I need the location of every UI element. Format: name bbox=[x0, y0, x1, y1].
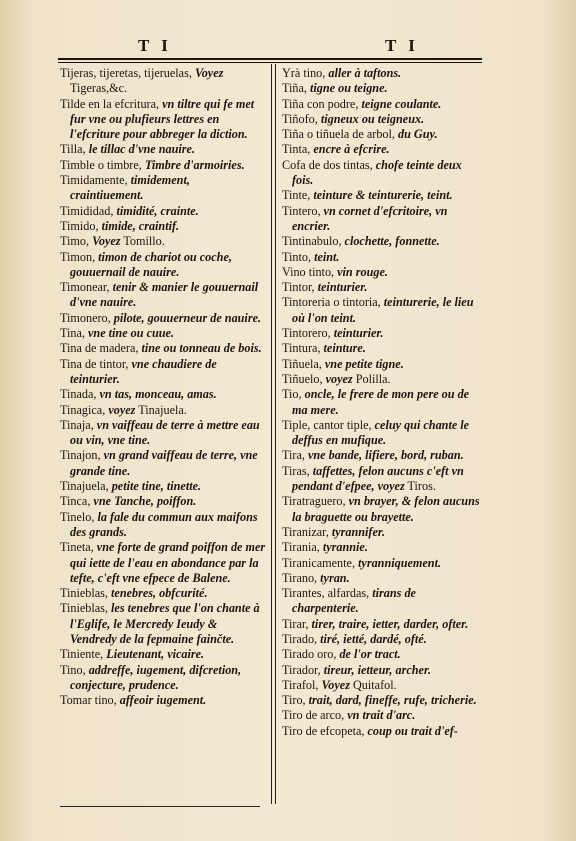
entry-headword: Tinelo, bbox=[60, 509, 95, 524]
dictionary-entry bbox=[282, 188, 482, 203]
entry-definition: vne tine ou cuue. bbox=[88, 326, 174, 341]
entry-headword: Tintero, bbox=[282, 203, 321, 218]
right-column bbox=[282, 66, 482, 739]
entry-headword: Tira, bbox=[282, 448, 305, 463]
entry-headword: Tiñofo, bbox=[282, 111, 318, 126]
dictionary-entry bbox=[60, 204, 266, 219]
dictionary-entry bbox=[60, 693, 266, 708]
entry-definition: Voyez bbox=[321, 677, 350, 692]
dictionary-entry bbox=[282, 708, 482, 723]
entry-headword: Tina de tintor, bbox=[60, 356, 129, 371]
dictionary-entry bbox=[282, 418, 482, 449]
entry-definition: teigne coulante. bbox=[361, 96, 442, 111]
entry-headword: Tirafol, bbox=[282, 677, 319, 692]
header-rule-thin bbox=[58, 62, 482, 63]
entry-headword: Tio, bbox=[282, 387, 302, 402]
dictionary-entry bbox=[282, 81, 482, 96]
dictionary-entry bbox=[282, 341, 482, 356]
dictionary-entry bbox=[282, 280, 482, 295]
entry-headword: Timido, bbox=[60, 218, 99, 233]
entry-definition: du Guy. bbox=[398, 127, 438, 142]
entry-headword: Tinieblas, bbox=[60, 601, 108, 616]
dictionary-entry bbox=[282, 586, 482, 617]
entry-headword: Tiña, bbox=[282, 81, 307, 96]
entry-definition: tyran. bbox=[320, 570, 350, 585]
entry-definition: timon de chariot ou coche, gouuernail de nauire. bbox=[70, 249, 232, 279]
dictionary-entry bbox=[60, 219, 266, 234]
entry-headword: Tina de madera, bbox=[60, 341, 139, 356]
entry-definition: de l'or tract. bbox=[339, 647, 401, 662]
entry-headword: Tinieblas, bbox=[60, 586, 108, 601]
dictionary-entry bbox=[282, 663, 482, 678]
entry-definition: voyez bbox=[325, 371, 353, 386]
entry-definition: la fale du commun aux maifons des grands. bbox=[70, 509, 258, 539]
entry-definition: vn vaiffeau de terre à mettre eau ou vin, vne tine. bbox=[70, 417, 260, 448]
entry-headword: Vino tinto, bbox=[282, 264, 335, 279]
entry-definition: trait, dard, fineffe, rufe, tricherie. bbox=[308, 693, 477, 708]
entry-definition: tigne ou teigne. bbox=[310, 81, 388, 96]
entry-headword: Tiro de arco, bbox=[282, 708, 345, 723]
dictionary-entry bbox=[282, 372, 482, 387]
entry-definition: vn grand vaiffeau de terre, vne grande tine. bbox=[70, 448, 258, 478]
entry-definition: tyranniquement. bbox=[358, 555, 442, 570]
entry-definition: teinturerie, le lieu où l'on teint. bbox=[292, 295, 474, 325]
entry-definition: tyrannifer. bbox=[331, 524, 386, 539]
entry-headword: Tirantes, alfardas, bbox=[282, 586, 370, 601]
entry-headword: Tiratraguero, bbox=[282, 494, 346, 509]
entry-headword: Tirar, bbox=[282, 616, 309, 631]
entry-definition: Timbre d'armoiries. bbox=[144, 157, 245, 172]
entry-headword: Cofa de dos tintas, bbox=[282, 157, 373, 172]
dictionary-entry bbox=[282, 724, 482, 739]
entry-definition: timidité, crainte. bbox=[116, 203, 199, 218]
entry-definition: tigneux ou teigneux. bbox=[320, 111, 425, 126]
entry-headword: Tinca, bbox=[60, 494, 91, 509]
entry-crossref: Tinajuela. bbox=[138, 402, 187, 417]
dictionary-entry bbox=[282, 112, 482, 127]
entry-headword: Tirado oro, bbox=[282, 647, 337, 662]
dictionary-entry bbox=[60, 494, 266, 509]
entry-headword: Tintoreria o tintoria, bbox=[282, 295, 381, 310]
entry-headword: Tina, bbox=[60, 326, 85, 341]
dictionary-entry bbox=[60, 647, 266, 662]
catchword-underline bbox=[60, 806, 260, 807]
entry-headword: Timon, bbox=[60, 249, 96, 264]
entry-definition: oncle, le frere de mon pere ou de ma mere. bbox=[292, 387, 470, 417]
entry-definition: coup ou trait d'ef- bbox=[367, 723, 458, 738]
entry-definition: voyez bbox=[108, 402, 136, 417]
entry-headword: Tinajon, bbox=[60, 448, 101, 463]
dictionary-entry bbox=[282, 250, 482, 265]
dictionary-entry bbox=[60, 97, 266, 143]
running-header bbox=[0, 34, 576, 58]
entry-headword: Tiras, bbox=[282, 463, 310, 478]
entry-headword: Tinto, bbox=[282, 249, 312, 264]
dictionary-entry bbox=[282, 387, 482, 418]
entry-definition: addreffe, iugement, difcretion, conjecture, prudence. bbox=[70, 662, 242, 692]
entry-crossref: Quitafol. bbox=[353, 677, 397, 692]
entry-definition: tenebres, obfcurité. bbox=[111, 586, 208, 601]
entry-headword: Tiro, bbox=[282, 693, 306, 708]
entry-headword: Tomar tino, bbox=[60, 693, 117, 708]
entry-definition: vn trait d'arc. bbox=[347, 708, 416, 723]
dictionary-entry bbox=[282, 127, 482, 142]
entry-definition: aller à taftons. bbox=[328, 66, 402, 80]
entry-headword: Timonero, bbox=[60, 310, 111, 325]
dictionary-entry bbox=[60, 142, 266, 157]
entry-headword: Tintor, bbox=[282, 280, 315, 295]
entry-definition: tirer, traire, ietter, darder, ofter. bbox=[311, 616, 469, 631]
dictionary-entry bbox=[282, 678, 482, 693]
dictionary-entry bbox=[60, 234, 266, 249]
dictionary-entry bbox=[282, 556, 482, 571]
dictionary-entry bbox=[60, 510, 266, 541]
entry-definition: clochette, fonnette. bbox=[344, 234, 440, 249]
entry-headword: Tirador, bbox=[282, 662, 321, 677]
dictionary-entry bbox=[60, 311, 266, 326]
entry-definition: encre à efcrire. bbox=[313, 142, 390, 157]
entry-definition: celuy qui chante le deffus en mufique. bbox=[292, 417, 470, 448]
entry-headword: Tiranizar, bbox=[282, 524, 329, 539]
entry-headword: Tirado, bbox=[282, 631, 318, 646]
entry-definition: Voyez bbox=[194, 66, 224, 80]
entry-headword: Tino, bbox=[60, 662, 86, 677]
dictionary-entry bbox=[60, 601, 266, 647]
entry-definition: vne bande, lifiere, bord, ruban. bbox=[307, 448, 464, 463]
dictionary-entry bbox=[282, 357, 482, 372]
entry-crossref: Tigeras,&c. bbox=[70, 81, 128, 96]
entry-headword: Tintinabulo, bbox=[282, 234, 342, 249]
entry-definition: pilote, gouuerneur de nauire. bbox=[113, 310, 262, 325]
entry-definition: tenir & manier le gouuernail d'vne nauire. bbox=[70, 280, 259, 310]
dictionary-entry bbox=[60, 250, 266, 281]
entry-definition: tirans de charpenterie. bbox=[292, 586, 416, 616]
entry-definition: taffettes, felon aucuns c'eft vn pendant d'efpee, voyez bbox=[292, 463, 464, 494]
dictionary-entry bbox=[282, 142, 482, 157]
dictionary-entry bbox=[282, 204, 482, 235]
entry-crossref: Polilla. bbox=[355, 371, 391, 386]
entry-definition: vn tas, monceau, amas. bbox=[99, 387, 217, 402]
dictionary-entry bbox=[282, 448, 482, 463]
entry-definition: vne chaudiere de teinturier. bbox=[70, 356, 217, 386]
entry-crossref: Tomillo. bbox=[123, 234, 165, 249]
entry-crossref: Tiros. bbox=[407, 479, 436, 494]
entry-definition: petite tine, tinette. bbox=[111, 479, 202, 494]
entry-headword: Timonear, bbox=[60, 280, 110, 295]
dictionary-entry bbox=[282, 295, 482, 326]
dictionary-entry bbox=[282, 464, 482, 495]
dictionary-entry bbox=[60, 66, 266, 97]
entry-definition: vne forte de grand poiffon de mer qui iette de l'eau en abondance par la tefte, c'eft vne efpece de Balene. bbox=[70, 540, 266, 585]
dictionary-entry bbox=[60, 403, 266, 418]
entry-headword: Tineta, bbox=[60, 540, 94, 555]
entry-headword: Tinte, bbox=[282, 188, 311, 203]
entry-headword: Timble o timbre, bbox=[60, 157, 142, 172]
dictionary-entry bbox=[60, 663, 266, 694]
dictionary-entry bbox=[60, 540, 266, 586]
dictionary-entry bbox=[60, 326, 266, 341]
entry-definition: tireur, ietteur, archer. bbox=[323, 662, 432, 677]
dictionary-entry bbox=[282, 617, 482, 632]
column-divider-inner bbox=[275, 64, 276, 804]
dictionary-entry bbox=[282, 693, 482, 708]
dictionary-entry bbox=[282, 326, 482, 341]
entry-headword: Tirano, bbox=[282, 570, 318, 585]
entry-definition: timide, craintif. bbox=[101, 218, 180, 233]
entry-definition: timidement, craintiuement. bbox=[70, 173, 190, 203]
header-right: T I bbox=[385, 36, 419, 55]
dictionary-entry bbox=[60, 586, 266, 601]
entry-definition: vn tiltre qui fe met fur vne ou plufieurs lettres en l'efcriture pour abbreger la diction. bbox=[70, 96, 255, 142]
entry-definition: teinturier. bbox=[333, 326, 384, 341]
entry-headword: Tinagica, bbox=[60, 402, 106, 417]
entry-definition: tine ou tonneau de bois. bbox=[141, 341, 262, 356]
entry-definition: Voyez bbox=[92, 234, 121, 249]
entry-definition: tiré, ietté, dardé, ofté. bbox=[320, 631, 427, 646]
entry-definition: vin rouge. bbox=[337, 264, 388, 279]
entry-definition: teint. bbox=[314, 249, 340, 264]
dictionary-entry bbox=[60, 479, 266, 494]
entry-headword: Tiña o tiñuela de arbol, bbox=[282, 127, 395, 142]
dictionary-entry bbox=[282, 158, 482, 189]
entry-definition: vne Tanche, poiffon. bbox=[93, 494, 197, 509]
entry-headword: Tinajuela, bbox=[60, 479, 109, 494]
entry-definition: vne petite tigne. bbox=[324, 356, 404, 371]
entry-definition: chofe teinte deux fois. bbox=[292, 157, 462, 188]
entry-definition: teinture & teinturerie, teint. bbox=[313, 188, 453, 203]
entry-headword: Tinaja, bbox=[60, 417, 94, 432]
dictionary-entry bbox=[60, 158, 266, 173]
entry-headword: Tintura, bbox=[282, 341, 321, 356]
entry-headword: Tintorero, bbox=[282, 326, 331, 341]
entry-headword: Tiniente, bbox=[60, 647, 104, 662]
entry-headword: Yrà tino, bbox=[282, 66, 326, 80]
entry-definition: vn cornet d'efcritoire, vn encrier. bbox=[292, 203, 448, 233]
entry-headword: Tinta, bbox=[282, 142, 311, 157]
entry-definition: le tillac d'vne nauire. bbox=[88, 142, 195, 157]
dictionary-entry bbox=[60, 357, 266, 388]
entry-headword: Timo, bbox=[60, 234, 90, 249]
dictionary-entry bbox=[282, 647, 482, 662]
dictionary-entry bbox=[282, 494, 482, 525]
entry-headword: Tinada, bbox=[60, 387, 97, 402]
header-rule bbox=[58, 58, 482, 60]
entry-headword: Tiro de efcopeta, bbox=[282, 723, 365, 738]
header-left: T I bbox=[138, 36, 172, 55]
entry-headword: Tijeras, tijeretas, tijeruelas, bbox=[60, 66, 192, 80]
entry-definition: les tenebres que l'on chante à l'Eglife, le Mercredy Ieudy & Vendredy de la fepmaine fainčte. bbox=[70, 601, 260, 646]
dictionary-entry bbox=[60, 280, 266, 311]
entry-definition: teinturier. bbox=[317, 280, 368, 295]
dictionary-entry bbox=[282, 234, 482, 249]
dictionary-entry bbox=[282, 632, 482, 647]
entry-definition: Lieutenant, vicaire. bbox=[106, 647, 205, 662]
entry-headword: Tilla, bbox=[60, 142, 86, 157]
dictionary-entry bbox=[282, 265, 482, 280]
entry-definition: affeoir iugement. bbox=[119, 693, 207, 708]
dictionary-entry bbox=[60, 387, 266, 402]
dictionary-entry bbox=[282, 540, 482, 555]
entry-headword: Tilde en la efcritura, bbox=[60, 96, 160, 111]
dictionary-entry bbox=[282, 97, 482, 112]
dictionary-entry bbox=[282, 525, 482, 540]
entry-headword: Tiranicamente, bbox=[282, 555, 355, 570]
dictionary-entry bbox=[60, 173, 266, 204]
dictionary-entry bbox=[282, 571, 482, 586]
entry-definition: vn brayer, & felon aucuns la braguette ou brayette. bbox=[292, 494, 480, 524]
entry-headword: Tirania, bbox=[282, 540, 320, 555]
entry-headword: Tiñuela, bbox=[282, 356, 322, 371]
entry-definition: teinture. bbox=[323, 341, 366, 356]
entry-headword: Tiñuelo, bbox=[282, 371, 323, 386]
column-divider bbox=[271, 64, 272, 804]
dictionary-entry bbox=[60, 341, 266, 356]
entry-headword: Timidamente, bbox=[60, 173, 128, 188]
dictionary-entry bbox=[60, 418, 266, 449]
entry-definition: tyrannie. bbox=[322, 540, 368, 555]
entry-headword: Tiña con podre, bbox=[282, 96, 359, 111]
dictionary-entry bbox=[60, 448, 266, 479]
left-column bbox=[60, 66, 266, 708]
entry-headword: Timididad, bbox=[60, 203, 114, 218]
entry-headword: Tiple, cantor tiple, bbox=[282, 417, 372, 432]
dictionary-entry bbox=[282, 66, 482, 81]
